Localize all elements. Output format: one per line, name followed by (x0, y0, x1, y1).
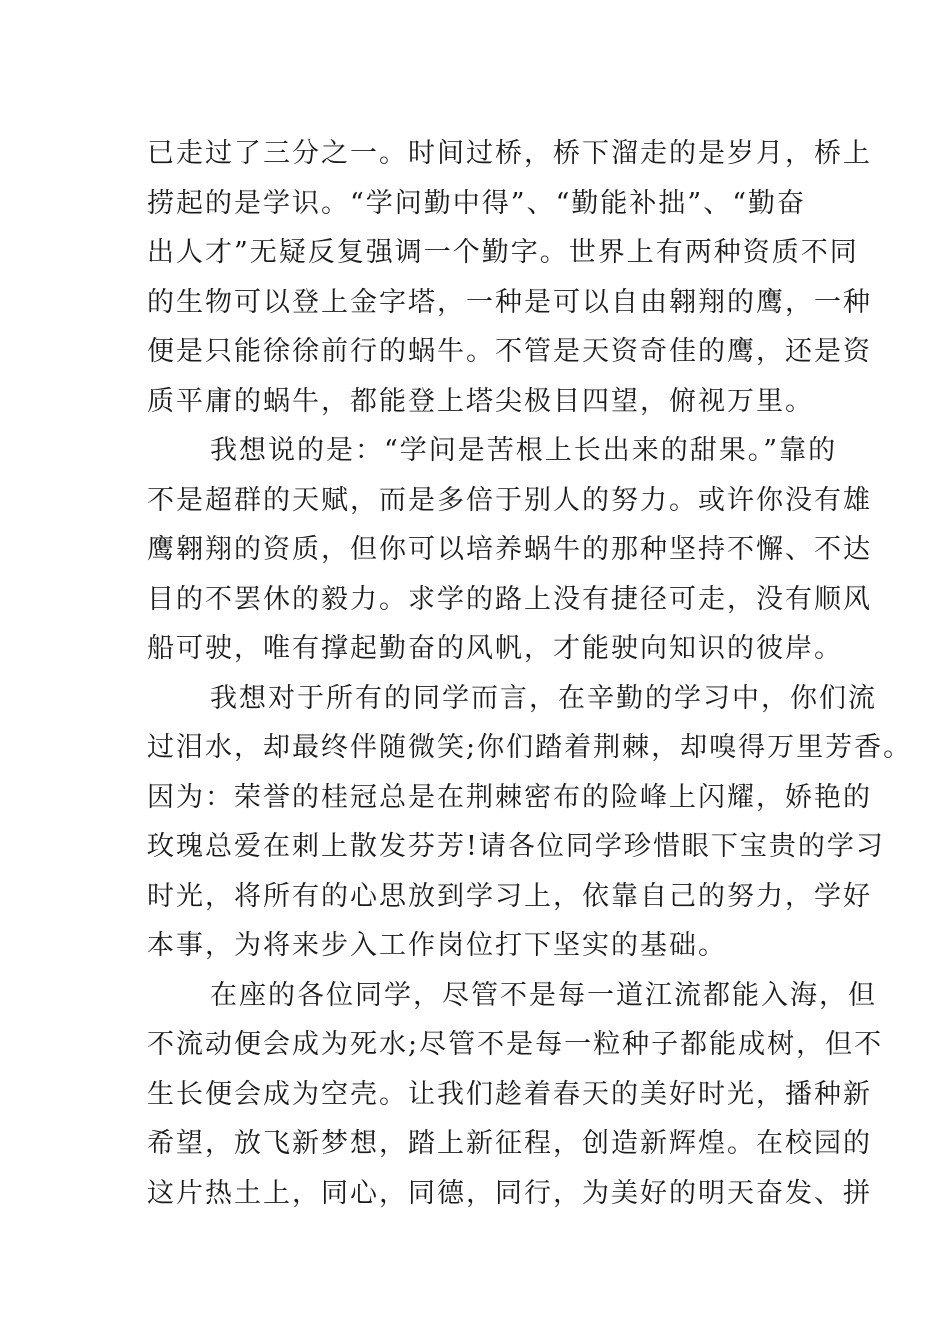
text-line: 因为：荣誉的桂冠总是在荆棘密布的险峰上闪耀，娇艳的 (147, 781, 872, 813)
paragraph-4 (147, 971, 884, 1219)
paragraph-1 (147, 129, 872, 426)
text-line: 这片热土上，同心，同德，同行，为美好的明天奋发、拼 (147, 1177, 872, 1209)
text-line: 玫瑰总爱在刺上散发芬芳!请各位同学珍惜眼下宝贵的学习 (147, 831, 885, 862)
text-line: 时光，将所有的心思放到学习上，依靠自己的努力，学好 (147, 880, 872, 912)
paragraph-3 (147, 674, 913, 971)
text-line: 目的不罢休的毅力。求学的路上没有捷径可走，没有顺风 (147, 583, 872, 615)
text-line: 在座的各位同学，尽管不是每一道江流都能入海，但 (210, 979, 877, 1011)
text-line: 质平庸的蜗牛，都能登上塔尖极目四望，俯视万里。 (147, 385, 814, 417)
text-line: 本事，为将来步入工作岗位打下坚实的基础。 (147, 930, 727, 961)
text-line: 希望，放飞新梦想，踏上新征程，创造新辉煌。在校园的 (147, 1128, 872, 1159)
text-line: 不流动便会成为死水;尽管不是每一粒种子都能成树，但不 (147, 1029, 884, 1060)
text-line: 捞起的是学识。“学问勤中得”、“勤能补拙”、“勤奋 (147, 187, 807, 219)
text-line: 不是超群的天赋，而是多倍于别人的努力。或许你没有雄 (147, 484, 872, 516)
text-line: 的生物可以登上金字塔，一种是可以自由翱翔的鹰，一种 (147, 286, 872, 318)
text-line: 便是只能徐徐前行的蜗牛。不管是天资奇佳的鹰，还是资 (147, 336, 872, 367)
body-text (147, 129, 913, 1218)
paragraph-2 (147, 426, 872, 674)
text-line: 我想对于所有的同学而言，在辛勤的学习中，你们流 (210, 682, 877, 714)
text-line: 已走过了三分之一。时间过桥，桥下溜走的是岁月，桥上 (147, 138, 872, 169)
text-line: 我想说的是：“学问是苦根上长出来的甜果。”靠的 (210, 435, 838, 466)
text-line: 出人才”无疑反复强调一个勤字。世界上有两种资质不同 (147, 237, 859, 268)
text-line: 生长便会成为空壳。让我们趁着春天的美好时光，播种新 (147, 1078, 872, 1110)
text-line: 过泪水，却最终伴随微笑;你们踏着荆棘，却嗅得万里芳香。 (147, 732, 913, 763)
text-line: 鹰翱翔的资质，但你可以培养蜗牛的那种坚持不懈、不达 (147, 534, 872, 565)
text-line: 船可驶，唯有撑起勤奋的风帆，才能驶向知识的彼岸。 (147, 633, 843, 664)
